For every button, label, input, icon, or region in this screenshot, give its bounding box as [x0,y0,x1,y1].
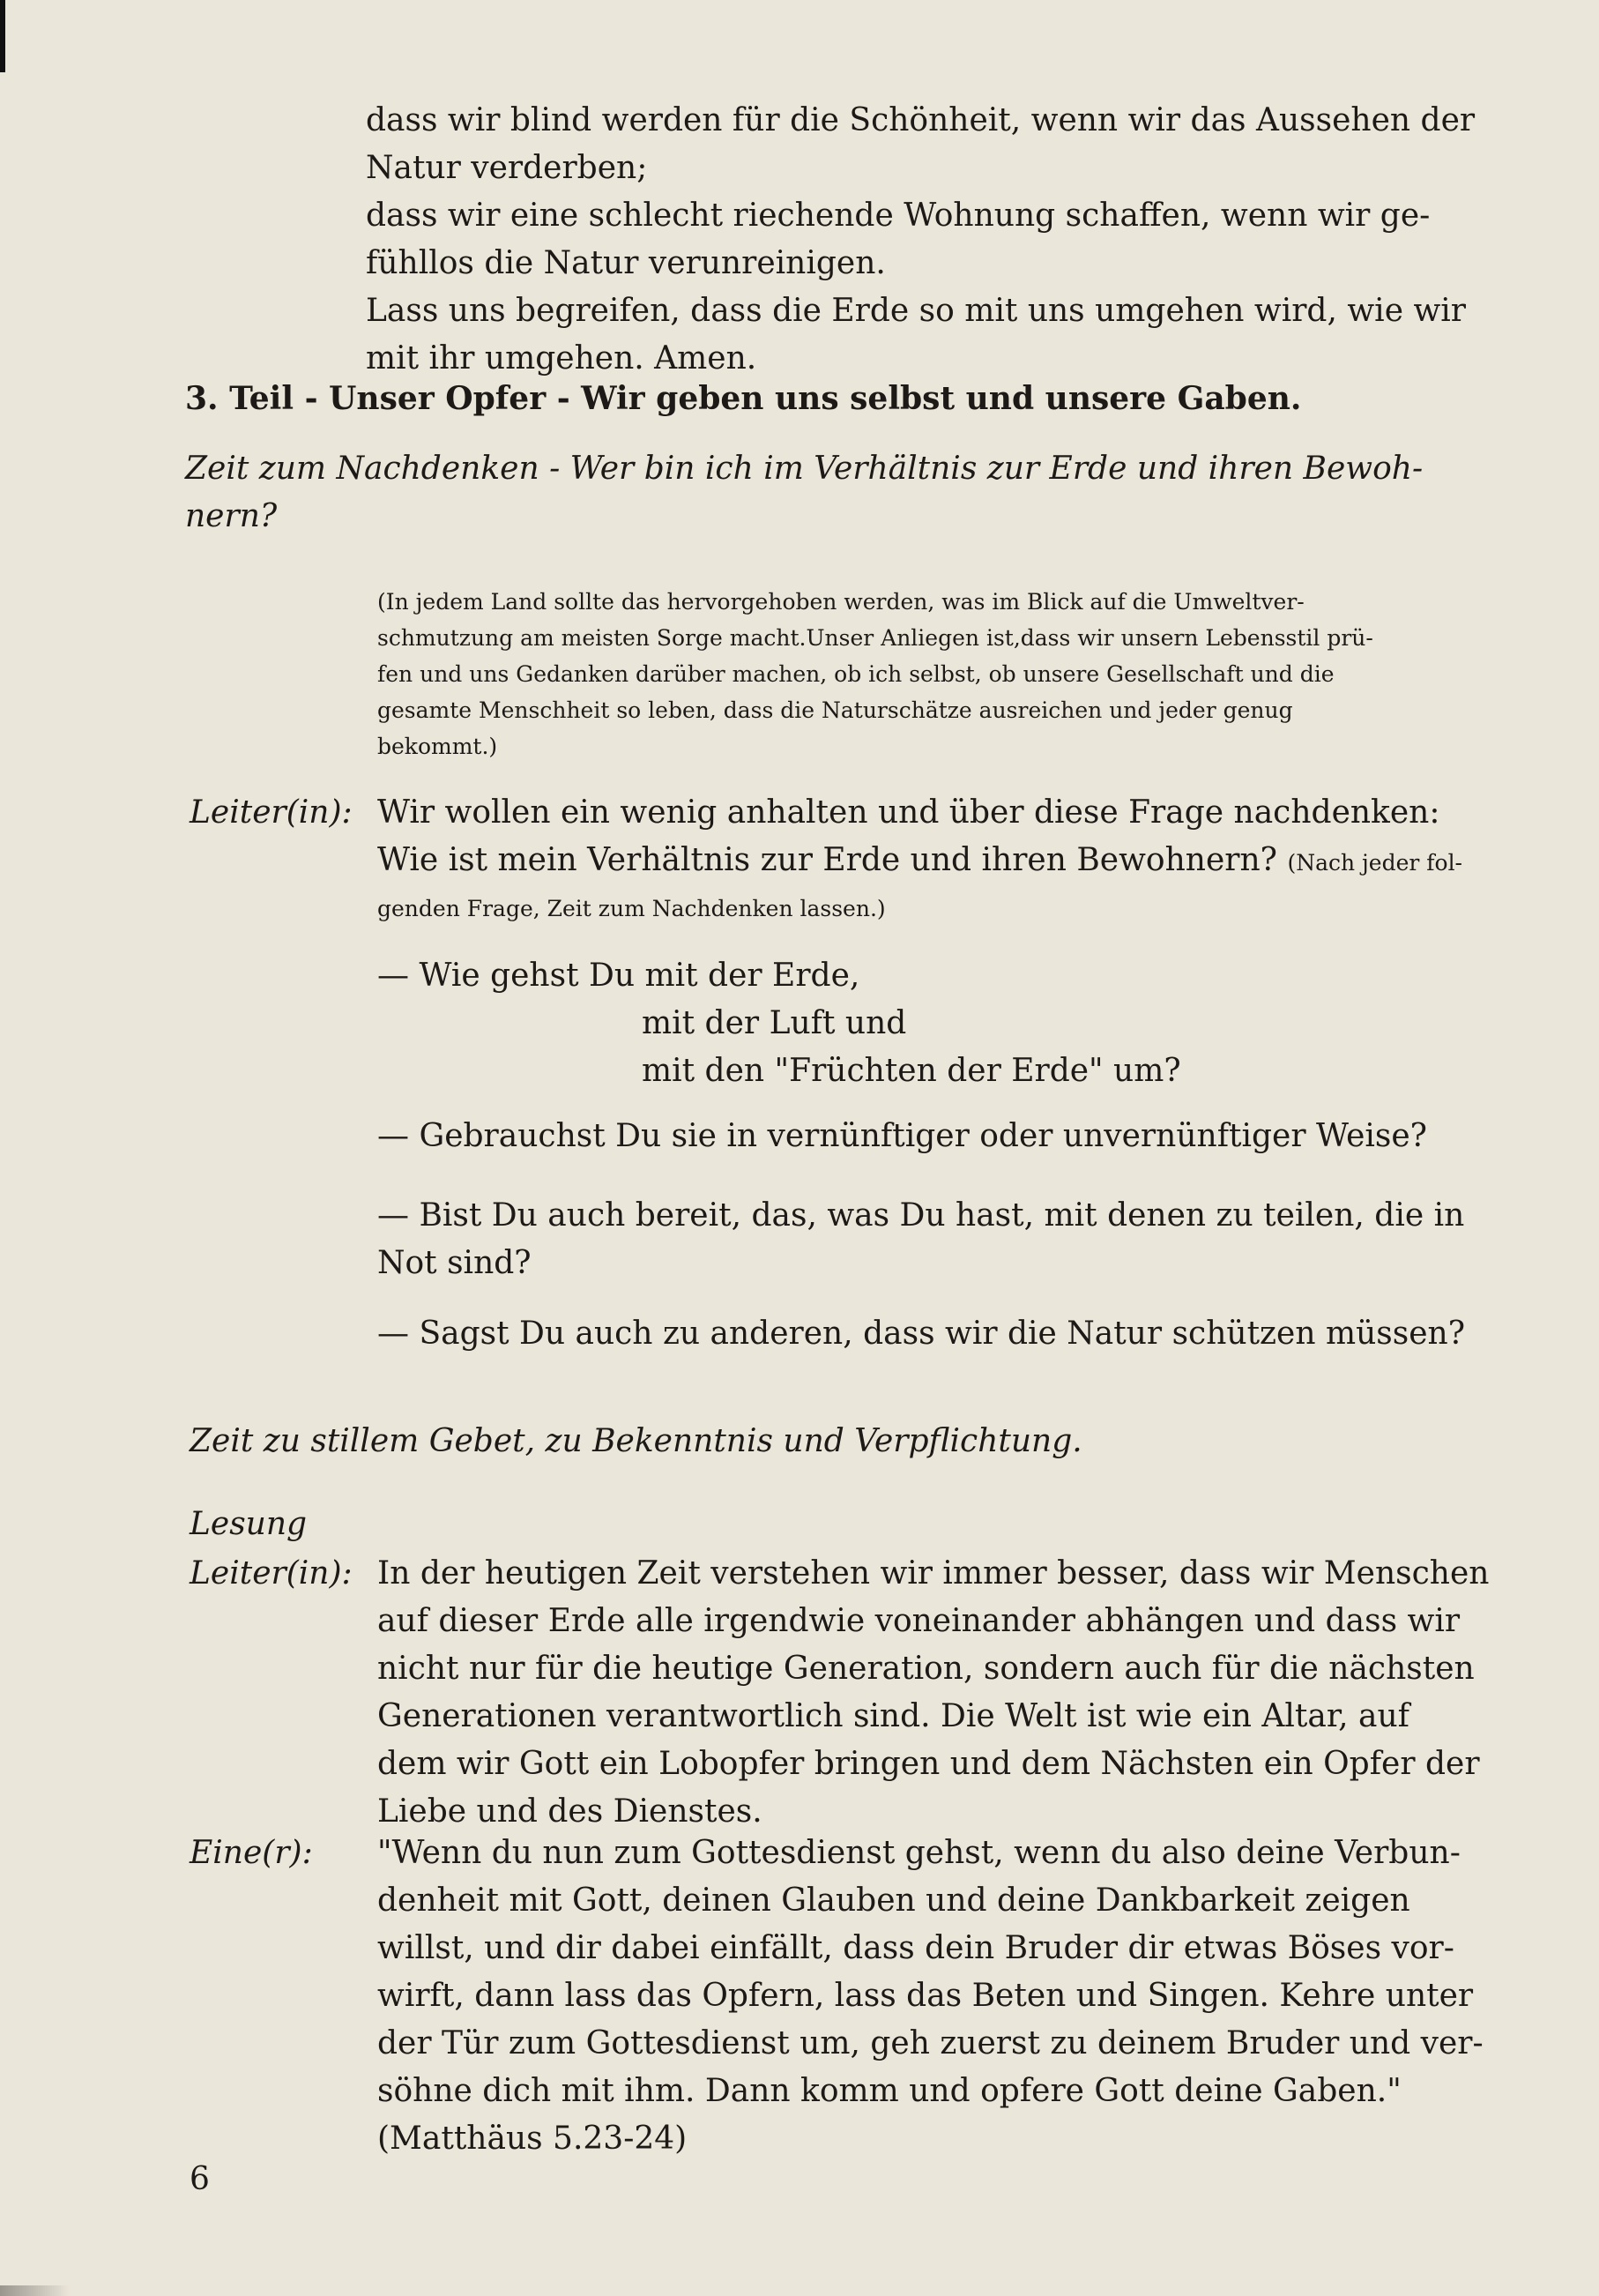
dash-bullet: — [377,1118,409,1154]
question-1 [377,952,1181,1095]
leader-intro-line [377,837,1462,887]
leader-reading-text [377,1550,1489,1836]
leader-reading-line: dem wir Gott ein Lobopfer bringen und dem Nächsten ein Opfer der [377,1746,1480,1782]
one-reading-line: wirft, dann lass das Opfern, lass das Beten und Singen. Kehre unter [377,1978,1474,2014]
dash-bullet: — [377,958,409,994]
question-text: Gebrauchst Du sie in vernünftiger oder unvernünftiger Weise? [419,1118,1427,1154]
note-line: (In jedem Land sollte das hervorgehoben werden, was im Blick auf die Umweltver- [377,589,1305,615]
page-edge-mark [0,0,5,72]
prayer-heading: Zeit zu stillem Gebet, zu Bekenntnis und Verpflichtung. [190,1423,1082,1459]
leader-intro-text [377,789,1462,931]
leader-reading-line: In der heutigen Zeit verstehen wir immer besser, dass wir Menschen [377,1555,1490,1592]
question-text: Wie gehst Du mit der Erde, [419,958,860,994]
one-reading-line: denheit mit Gott, deinen Glauben und deine Dankbarkeit zeigen [377,1882,1410,1919]
dash-bullet: — [377,1316,409,1352]
question-line: mit der Luft und [642,1005,907,1041]
question-line [377,1310,1465,1358]
one-reading-line: willst, und dir dabei einfällt, dass dein Bruder dir etwas Böses vor- [377,1930,1454,1966]
intro-line: Lass uns begreifen, dass die Erde so mit uns umgehen wird, wie wir [366,293,1466,329]
leader-reading-line: Generationen verantwortlich sind. Die Welt ist wie ein Altar, auf [377,1698,1409,1734]
note-line: bekommt.) [377,734,498,759]
note-line: schmutzung am meisten Sorge macht.Unser Anliegen ist,dass wir unsern Lebensstil prü- [377,625,1373,651]
one-reading-line: söhne dich mit ihm. Dann komm und opfere Gott deine Gaben." [377,2073,1402,2109]
instruction-note [377,584,1373,764]
question-line [377,1192,1464,1240]
leader-reading-line: nicht nur für die heutige Generation, sondern auch für die nächsten [377,1651,1475,1687]
question-line [377,1113,1427,1160]
reflection-heading [185,445,1423,540]
one-reading-line: "Wenn du nun zum Gottesdienst gehst, wenn du also deine Verbun- [377,1835,1461,1871]
leader-intro-question: Wie ist mein Verhältnis zur Erde und ihren Bewohnern? [377,842,1277,878]
intro-prayer [366,97,1512,383]
section-heading: 3. Teil - Unser Opfer - Wir geben uns selbst und unsere Gaben. [185,380,1302,417]
page-number: 6 [190,2161,210,2197]
question-3 [377,1192,1464,1287]
leader-reading-line: Liebe und des Dienstes. [377,1793,762,1830]
question-4 [377,1310,1465,1358]
leader-reading-line: auf dieser Erde alle irgendwie voneinander abhängen und dass wir [377,1603,1461,1639]
scan-corner-shadow [0,2285,71,2296]
reading-label: Lesung [190,1506,308,1542]
intro-line: Natur verderben; [366,150,648,186]
one-reading-line: der Tür zum Gottesdienst um, geh zuerst zu deinem Bruder und ver- [377,2025,1484,2061]
question-line: Not sind? [377,1245,532,1281]
dash-bullet: — [377,1197,409,1234]
one-reading-text [377,1830,1484,2163]
leader-intro-note: (Nach jeder fol- [1287,850,1463,876]
speaker-label-leader: Leiter(in): [190,794,353,831]
note-line: fen und uns Gedanken darüber machen, ob ich selbst, ob unsere Gesellschaft und die [377,661,1335,687]
question-line [377,952,1181,1000]
question-2 [377,1113,1427,1160]
speaker-label-one: Eine(r): [190,1835,313,1871]
intro-line: dass wir eine schlecht riechende Wohnung schaffen, wenn wir ge- [366,198,1431,234]
leader-intro-note-continued: genden Frage, Zeit zum Nachdenken lassen.) [377,896,886,921]
question-text: Sagst Du auch zu anderen, dass wir die Natur schützen müssen? [419,1316,1466,1352]
question-text: Bist Du auch bereit, das, was Du hast, mit denen zu teilen, die in [419,1197,1465,1234]
leader-intro-line: Wir wollen ein wenig anhalten und über diese Frage nachdenken: [377,794,1440,831]
question-line: mit den "Früchten der Erde" um? [642,1053,1181,1089]
speaker-label-leader: Leiter(in): [190,1555,353,1592]
intro-line: fühllos die Natur verunreinigen. [366,245,886,281]
intro-line: dass wir blind werden für die Schönheit, wenn wir das Aussehen der [366,102,1476,138]
reflection-line: nern? [185,498,278,534]
intro-line: mit ihr umgehen. Amen. [366,340,757,376]
note-line: gesamte Menschheit so leben, dass die Naturschätze ausreichen und jeder genug [377,697,1293,723]
reflection-line: Zeit zum Nachdenken - Wer bin ich im Verhältnis zur Erde und ihren Bewoh- [185,451,1424,487]
one-reading-citation: (Matthäus 5.23-24) [377,2121,688,2157]
